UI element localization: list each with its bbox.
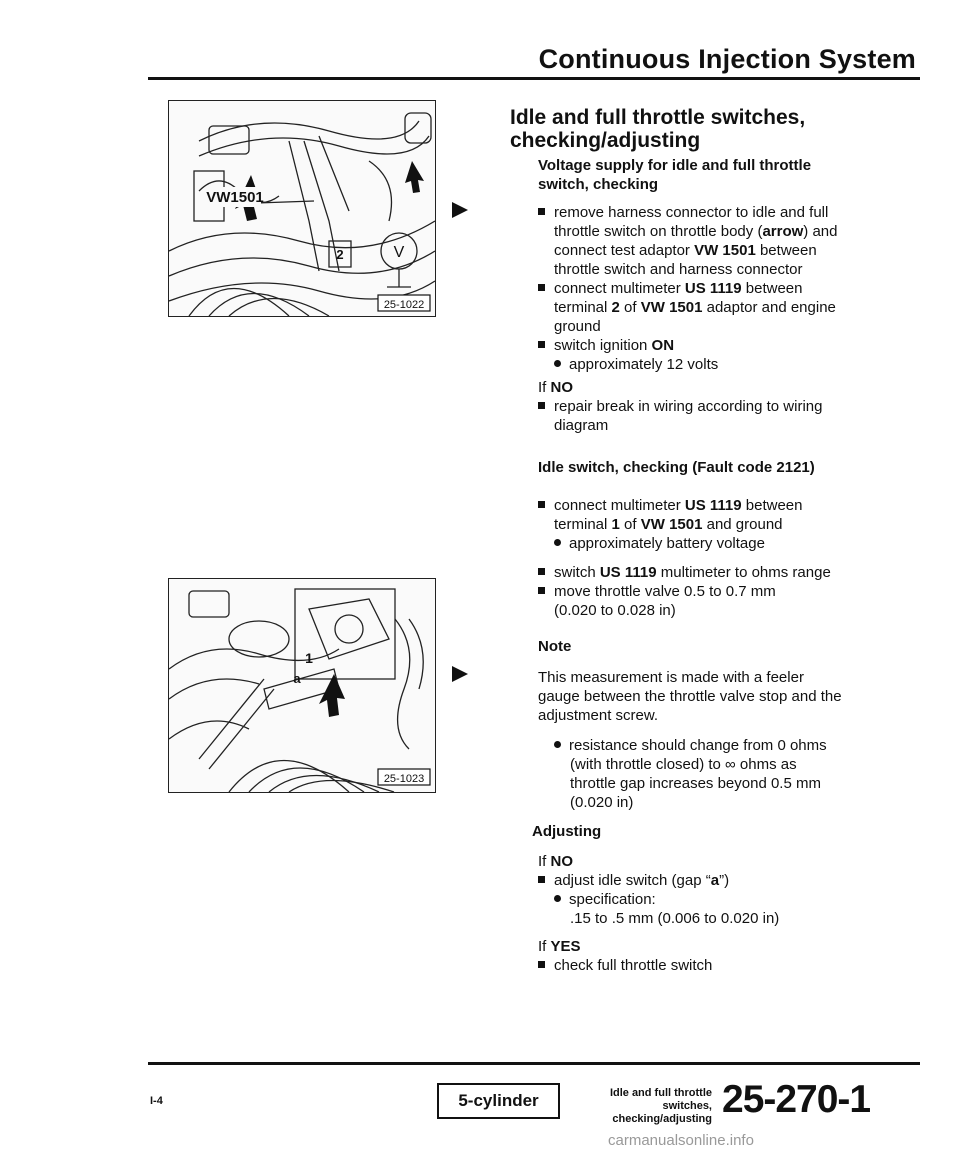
callout-1: 1: [305, 650, 313, 666]
list-subitem: specification:: [538, 890, 910, 909]
section-title: [510, 106, 910, 152]
list-item: throttle switch on throttle body (arrow) and: [554, 223, 838, 240]
figure-pointer-arrow: [452, 666, 468, 682]
page-title: Continuous Injection System: [538, 44, 916, 74]
callout-terminal: 2: [336, 247, 344, 262]
callout-vw1501: VW1501: [206, 189, 264, 206]
idle-steps: connect multimeter US 1119 between terminal 1 of VW 1501 and ground approximately battery voltage: [538, 496, 910, 553]
watermark: carmanualsonline.info: [608, 1132, 754, 1149]
page-reference: I-4: [150, 1095, 163, 1107]
figure-idle-switch-gap: [168, 578, 436, 793]
resistance-block: resistance should change from 0 ohms (with throttle closed) to ∞ ohms as throttle gap increases beyond 0.5 mm (0.020 in): [538, 736, 910, 812]
list-item: connect multimeter US 1119 between: [538, 496, 910, 515]
list-subitem: approximately battery voltage: [538, 534, 910, 553]
if-no-block: If NO repair break in wiring according to wiring diagram: [538, 378, 910, 435]
list-item: repair break in wiring according to wiring: [538, 397, 910, 416]
figure-number: 25-1022: [383, 299, 425, 311]
callout-voltmeter: V: [393, 244, 405, 261]
callout-a: a: [293, 671, 301, 686]
list-subitem: resistance should change from 0 ohms: [538, 736, 910, 755]
list-item: connect multimeter US 1119 between: [538, 279, 910, 298]
note-text: This measurement is made with a feeler gauge between the throttle valve stop and the adjustment screw.: [538, 669, 842, 724]
list-item: adjust idle switch (gap “a”): [538, 871, 910, 890]
note-heading: Note: [538, 638, 572, 655]
list-item: remove harness connector to idle and full: [538, 203, 910, 222]
figure-number: 25-1023: [383, 773, 425, 785]
voltage-steps: remove harness connector to idle and full throttle switch on throttle body (arrow) and connect test adaptor VW 1501 between throttle switch and harness connector connect multimeter US 1119 between terminal 2 of VW 1501 adaptor and engine ground switch ignition ON approximately 12 volts: [538, 203, 910, 374]
if-yes-block: If YES check full throttle switch: [538, 937, 910, 975]
list-subitem: approximately 12 volts: [538, 355, 910, 374]
ohms-steps: switch US 1119 multimeter to ohms range move throttle valve 0.5 to 0.7 mm (0.020 to 0.028 in): [538, 563, 910, 620]
voltage-heading: Voltage supply for idle and full throttle switch, checking: [538, 157, 812, 193]
footer-rule: [148, 1062, 920, 1065]
adjusting-steps: If NO adjust idle switch (gap “a”) specification: .15 to .5 mm (0.006 to 0.020 in): [538, 852, 910, 928]
model-badge: 5-cylinder: [437, 1083, 560, 1119]
footer-description: Idle and full throttle switches, checking/adjusting: [609, 1087, 712, 1125]
figure-pointer-arrow: [452, 202, 468, 218]
adjusting-heading: Adjusting: [532, 823, 602, 840]
title-line: Idle and full throttle switches,: [510, 106, 806, 129]
list-item: move throttle valve 0.5 to 0.7 mm: [538, 582, 910, 601]
idle-heading: Idle switch, checking (Fault code 2121): [538, 459, 815, 476]
header-rule: [148, 77, 920, 80]
list-item: switch US 1119 multimeter to ohms range: [538, 563, 910, 582]
figure-throttle-connector: [168, 100, 436, 317]
list-item: switch ignition ON: [538, 336, 910, 355]
title-line: checking/adjusting: [510, 129, 701, 152]
list-item: check full throttle switch: [538, 956, 910, 975]
page-number: 25-270-1: [722, 1078, 871, 1121]
